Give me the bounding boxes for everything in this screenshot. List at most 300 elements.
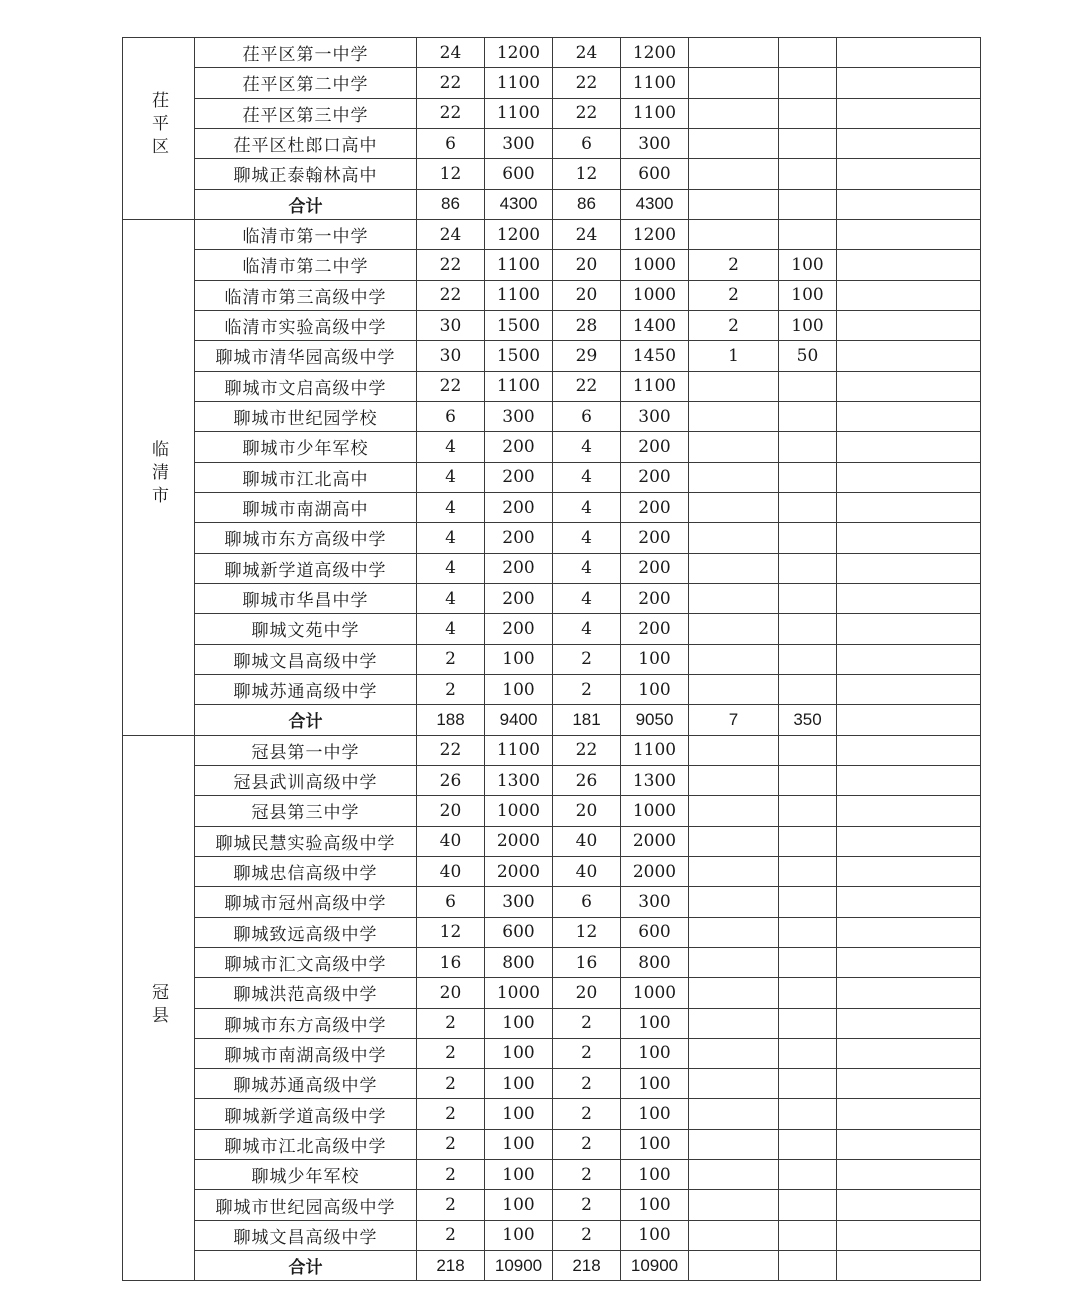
value-cell-c2: 1500: [485, 341, 553, 371]
total-value-c4: 10900: [621, 1251, 689, 1281]
value-cell-c4: 600: [621, 159, 689, 189]
value-cell-c3: 22: [553, 68, 621, 98]
school-name-cell: 聊城市世纪园学校: [195, 401, 417, 431]
remarks-cell: [837, 219, 981, 249]
table-row: [123, 371, 981, 401]
table-row: [123, 947, 981, 977]
value-cell-c6: [779, 1099, 837, 1129]
value-cell-c5: [689, 128, 779, 158]
value-cell-c1: 2: [417, 674, 485, 704]
remarks-cell: [837, 1220, 981, 1250]
remarks-cell: [837, 462, 981, 492]
table-row: [123, 887, 981, 917]
total-value-c2: 4300: [485, 189, 553, 219]
table-row: [123, 856, 981, 886]
value-cell-c1: 2: [417, 1069, 485, 1099]
value-cell-c1: 4: [417, 553, 485, 583]
school-name-cell: 聊城新学道高级中学: [195, 1099, 417, 1129]
value-cell-c5: [689, 1099, 779, 1129]
value-cell-c1: 2: [417, 1220, 485, 1250]
value-cell-c4: 100: [621, 644, 689, 674]
remarks-cell: [837, 1190, 981, 1220]
value-cell-c2: 100: [485, 1008, 553, 1038]
value-cell-c5: [689, 887, 779, 917]
value-cell-c2: 300: [485, 887, 553, 917]
total-value-c3: 181: [553, 705, 621, 735]
value-cell-c6: [779, 1008, 837, 1038]
value-cell-c4: 1200: [621, 38, 689, 68]
remarks-cell: [837, 280, 981, 310]
value-cell-c4: 100: [621, 1129, 689, 1159]
value-cell-c6: [779, 523, 837, 553]
value-cell-c4: 300: [621, 887, 689, 917]
value-cell-c1: 24: [417, 38, 485, 68]
value-cell-c3: 22: [553, 98, 621, 128]
value-cell-c4: 2000: [621, 826, 689, 856]
value-cell-c3: 12: [553, 159, 621, 189]
value-cell-c4: 100: [621, 1099, 689, 1129]
table-row: [123, 796, 981, 826]
school-name-cell: 临清市第一中学: [195, 219, 417, 249]
value-cell-c6: [779, 674, 837, 704]
school-name-cell: 聊城市华昌中学: [195, 583, 417, 613]
value-cell-c3: 2: [553, 1008, 621, 1038]
value-cell-c6: [779, 68, 837, 98]
value-cell-c5: 2: [689, 280, 779, 310]
value-cell-c1: 4: [417, 462, 485, 492]
table-row: [123, 1099, 981, 1129]
remarks-cell: [837, 1251, 981, 1281]
remarks-cell: [837, 978, 981, 1008]
table-row: [123, 401, 981, 431]
value-cell-c1: 22: [417, 280, 485, 310]
school-name-cell: 聊城市世纪园高级中学: [195, 1190, 417, 1220]
remarks-cell: [837, 68, 981, 98]
value-cell-c5: [689, 856, 779, 886]
total-value-c4: 9050: [621, 705, 689, 735]
value-cell-c6: [779, 796, 837, 826]
value-cell-c3: 16: [553, 947, 621, 977]
remarks-cell: [837, 38, 981, 68]
value-cell-c3: 4: [553, 523, 621, 553]
value-cell-c4: 1100: [621, 735, 689, 765]
value-cell-c2: 200: [485, 492, 553, 522]
table-row: [123, 219, 981, 249]
value-cell-c5: [689, 98, 779, 128]
value-cell-c4: 1450: [621, 341, 689, 371]
value-cell-c6: [779, 432, 837, 462]
value-cell-c5: [689, 674, 779, 704]
table-row: [123, 826, 981, 856]
value-cell-c6: [779, 917, 837, 947]
value-cell-c5: [689, 644, 779, 674]
value-cell-c5: [689, 159, 779, 189]
value-cell-c2: 100: [485, 1038, 553, 1068]
value-cell-c3: 6: [553, 401, 621, 431]
value-cell-c1: 2: [417, 1008, 485, 1038]
value-cell-c5: [689, 1008, 779, 1038]
value-cell-c3: 12: [553, 917, 621, 947]
remarks-cell: [837, 553, 981, 583]
value-cell-c2: 1500: [485, 310, 553, 340]
table-row: [123, 1190, 981, 1220]
school-name-cell: 聊城市冠州高级中学: [195, 887, 417, 917]
total-value-c5: [689, 1251, 779, 1281]
remarks-cell: [837, 1129, 981, 1159]
table-row: [123, 38, 981, 68]
value-cell-c5: 2: [689, 250, 779, 280]
value-cell-c5: [689, 68, 779, 98]
total-value-c6: 350: [779, 705, 837, 735]
school-name-cell: 临清市第三高级中学: [195, 280, 417, 310]
value-cell-c3: 2: [553, 1099, 621, 1129]
school-name-cell: 冠县武训高级中学: [195, 765, 417, 795]
value-cell-c2: 100: [485, 1099, 553, 1129]
table-row: [123, 68, 981, 98]
value-cell-c1: 40: [417, 826, 485, 856]
value-cell-c4: 1000: [621, 796, 689, 826]
value-cell-c1: 20: [417, 978, 485, 1008]
remarks-cell: [837, 856, 981, 886]
value-cell-c2: 1100: [485, 98, 553, 128]
value-cell-c6: [779, 128, 837, 158]
value-cell-c2: 1100: [485, 280, 553, 310]
value-cell-c2: 300: [485, 401, 553, 431]
total-value-c2: 9400: [485, 705, 553, 735]
value-cell-c4: 2000: [621, 856, 689, 886]
value-cell-c6: [779, 553, 837, 583]
value-cell-c1: 4: [417, 492, 485, 522]
value-cell-c3: 28: [553, 310, 621, 340]
remarks-cell: [837, 614, 981, 644]
table-row: [123, 644, 981, 674]
school-name-cell: 聊城新学道高级中学: [195, 553, 417, 583]
value-cell-c1: 22: [417, 735, 485, 765]
remarks-cell: [837, 250, 981, 280]
value-cell-c1: 4: [417, 583, 485, 613]
school-name-cell: 聊城市文启高级中学: [195, 371, 417, 401]
value-cell-c4: 1000: [621, 978, 689, 1008]
value-cell-c6: [779, 38, 837, 68]
value-cell-c1: 22: [417, 250, 485, 280]
table-row: [123, 1008, 981, 1038]
value-cell-c5: [689, 371, 779, 401]
school-name-cell: 聊城民慧实验高级中学: [195, 826, 417, 856]
value-cell-c5: [689, 219, 779, 249]
school-name-cell: 聊城文苑中学: [195, 614, 417, 644]
value-cell-c1: 40: [417, 856, 485, 886]
value-cell-c2: 300: [485, 128, 553, 158]
district-label: 临清市: [148, 440, 168, 510]
value-cell-c3: 4: [553, 462, 621, 492]
value-cell-c3: 20: [553, 796, 621, 826]
total-label: 合计: [195, 189, 417, 219]
value-cell-c6: 50: [779, 341, 837, 371]
value-cell-c5: [689, 826, 779, 856]
value-cell-c4: 300: [621, 401, 689, 431]
remarks-cell: [837, 310, 981, 340]
value-cell-c4: 100: [621, 1220, 689, 1250]
value-cell-c3: 26: [553, 765, 621, 795]
value-cell-c1: 30: [417, 310, 485, 340]
value-cell-c3: 22: [553, 371, 621, 401]
value-cell-c6: [779, 887, 837, 917]
value-cell-c2: 1000: [485, 796, 553, 826]
total-value-c4: 4300: [621, 189, 689, 219]
value-cell-c3: 2: [553, 1160, 621, 1190]
value-cell-c2: 100: [485, 1160, 553, 1190]
value-cell-c5: [689, 765, 779, 795]
value-cell-c6: [779, 219, 837, 249]
table-row: [123, 674, 981, 704]
remarks-cell: [837, 765, 981, 795]
remarks-cell: [837, 1099, 981, 1129]
table-row: [123, 250, 981, 280]
value-cell-c1: 4: [417, 614, 485, 644]
table-row: [123, 614, 981, 644]
value-cell-c5: [689, 917, 779, 947]
table-row: [123, 1160, 981, 1190]
school-name-cell: 聊城致远高级中学: [195, 917, 417, 947]
value-cell-c2: 100: [485, 674, 553, 704]
value-cell-c5: [689, 614, 779, 644]
total-value-c6: [779, 1251, 837, 1281]
value-cell-c5: [689, 553, 779, 583]
remarks-cell: [837, 98, 981, 128]
value-cell-c6: [779, 159, 837, 189]
value-cell-c3: 6: [553, 887, 621, 917]
remarks-cell: [837, 705, 981, 735]
value-cell-c5: [689, 1129, 779, 1159]
school-name-cell: 聊城市东方高级中学: [195, 523, 417, 553]
value-cell-c6: [779, 1160, 837, 1190]
value-cell-c4: 100: [621, 674, 689, 704]
total-value-c3: 86: [553, 189, 621, 219]
value-cell-c3: 4: [553, 432, 621, 462]
value-cell-c4: 600: [621, 917, 689, 947]
school-name-cell: 聊城文昌高级中学: [195, 644, 417, 674]
school-name-cell: 茌平区杜郎口高中: [195, 128, 417, 158]
value-cell-c6: [779, 1038, 837, 1068]
table-row: [123, 1220, 981, 1250]
table-row: [123, 128, 981, 158]
remarks-cell: [837, 735, 981, 765]
total-value-c6: [779, 189, 837, 219]
value-cell-c5: [689, 523, 779, 553]
value-cell-c4: 200: [621, 614, 689, 644]
value-cell-c6: [779, 735, 837, 765]
value-cell-c6: [779, 462, 837, 492]
remarks-cell: [837, 826, 981, 856]
value-cell-c4: 200: [621, 462, 689, 492]
value-cell-c5: [689, 947, 779, 977]
value-cell-c1: 4: [417, 432, 485, 462]
total-value-c1: 218: [417, 1251, 485, 1281]
value-cell-c5: [689, 1190, 779, 1220]
value-cell-c2: 1200: [485, 38, 553, 68]
value-cell-c6: 100: [779, 250, 837, 280]
table-row: [123, 432, 981, 462]
total-value-c3: 218: [553, 1251, 621, 1281]
remarks-cell: [837, 189, 981, 219]
remarks-cell: [837, 1038, 981, 1068]
school-name-cell: 聊城市江北高级中学: [195, 1129, 417, 1159]
school-name-cell: 茌平区第二中学: [195, 68, 417, 98]
value-cell-c5: [689, 1069, 779, 1099]
school-name-cell: 聊城文昌高级中学: [195, 1220, 417, 1250]
value-cell-c2: 600: [485, 917, 553, 947]
value-cell-c6: [779, 401, 837, 431]
value-cell-c3: 4: [553, 583, 621, 613]
value-cell-c5: [689, 583, 779, 613]
remarks-cell: [837, 341, 981, 371]
value-cell-c4: 800: [621, 947, 689, 977]
value-cell-c1: 2: [417, 1099, 485, 1129]
value-cell-c5: [689, 401, 779, 431]
value-cell-c4: 100: [621, 1069, 689, 1099]
value-cell-c2: 200: [485, 583, 553, 613]
table-row: [123, 462, 981, 492]
school-name-cell: 茌平区第一中学: [195, 38, 417, 68]
value-cell-c4: 1400: [621, 310, 689, 340]
value-cell-c3: 2: [553, 1038, 621, 1068]
remarks-cell: [837, 796, 981, 826]
value-cell-c3: 4: [553, 492, 621, 522]
value-cell-c5: 1: [689, 341, 779, 371]
value-cell-c3: 6: [553, 128, 621, 158]
value-cell-c2: 200: [485, 523, 553, 553]
value-cell-c5: [689, 492, 779, 522]
total-row: [123, 1251, 981, 1281]
value-cell-c2: 1100: [485, 735, 553, 765]
table-row: [123, 523, 981, 553]
value-cell-c6: [779, 583, 837, 613]
school-name-cell: 聊城市少年军校: [195, 432, 417, 462]
value-cell-c4: 1000: [621, 250, 689, 280]
value-cell-c5: [689, 978, 779, 1008]
school-name-cell: 聊城洪范高级中学: [195, 978, 417, 1008]
total-value-c5: [689, 189, 779, 219]
value-cell-c1: 22: [417, 68, 485, 98]
value-cell-c6: 100: [779, 310, 837, 340]
value-cell-c2: 200: [485, 614, 553, 644]
value-cell-c5: [689, 432, 779, 462]
value-cell-c2: 100: [485, 1190, 553, 1220]
school-name-cell: 聊城市东方高级中学: [195, 1008, 417, 1038]
school-name-cell: 聊城市南湖高级中学: [195, 1038, 417, 1068]
remarks-cell: [837, 371, 981, 401]
value-cell-c6: [779, 1220, 837, 1250]
value-cell-c3: 2: [553, 674, 621, 704]
value-cell-c2: 1200: [485, 219, 553, 249]
remarks-cell: [837, 159, 981, 189]
value-cell-c1: 20: [417, 796, 485, 826]
school-name-cell: 冠县第三中学: [195, 796, 417, 826]
value-cell-c2: 800: [485, 947, 553, 977]
value-cell-c1: 2: [417, 644, 485, 674]
value-cell-c4: 100: [621, 1160, 689, 1190]
value-cell-c1: 26: [417, 765, 485, 795]
total-label: 合计: [195, 705, 417, 735]
value-cell-c3: 4: [553, 553, 621, 583]
value-cell-c6: [779, 856, 837, 886]
table-row: [123, 492, 981, 522]
total-value-c2: 10900: [485, 1251, 553, 1281]
remarks-cell: [837, 947, 981, 977]
enrollment-table: [122, 37, 981, 1281]
value-cell-c6: [779, 644, 837, 674]
value-cell-c4: 200: [621, 432, 689, 462]
value-cell-c2: 100: [485, 644, 553, 674]
value-cell-c6: [779, 614, 837, 644]
value-cell-c2: 1000: [485, 978, 553, 1008]
school-name-cell: 聊城苏通高级中学: [195, 1069, 417, 1099]
district-cell: [123, 38, 195, 220]
table-row: [123, 735, 981, 765]
value-cell-c2: 600: [485, 159, 553, 189]
value-cell-c6: [779, 1190, 837, 1220]
table-row: [123, 978, 981, 1008]
value-cell-c3: 40: [553, 856, 621, 886]
remarks-cell: [837, 401, 981, 431]
value-cell-c5: [689, 1160, 779, 1190]
remarks-cell: [837, 644, 981, 674]
value-cell-c3: 2: [553, 1190, 621, 1220]
value-cell-c1: 6: [417, 887, 485, 917]
value-cell-c3: 2: [553, 1220, 621, 1250]
value-cell-c2: 2000: [485, 856, 553, 886]
table-row: [123, 159, 981, 189]
value-cell-c3: 2: [553, 1129, 621, 1159]
value-cell-c6: [779, 371, 837, 401]
table-row: [123, 280, 981, 310]
value-cell-c5: [689, 796, 779, 826]
value-cell-c3: 4: [553, 614, 621, 644]
value-cell-c2: 1100: [485, 371, 553, 401]
value-cell-c6: [779, 765, 837, 795]
value-cell-c4: 300: [621, 128, 689, 158]
value-cell-c3: 24: [553, 219, 621, 249]
value-cell-c5: [689, 735, 779, 765]
school-name-cell: 茌平区第三中学: [195, 98, 417, 128]
value-cell-c4: 100: [621, 1190, 689, 1220]
remarks-cell: [837, 128, 981, 158]
value-cell-c3: 2: [553, 644, 621, 674]
remarks-cell: [837, 1160, 981, 1190]
school-name-cell: 聊城市汇文高级中学: [195, 947, 417, 977]
table-row: [123, 98, 981, 128]
school-name-cell: 聊城忠信高级中学: [195, 856, 417, 886]
table-row: [123, 341, 981, 371]
value-cell-c1: 12: [417, 917, 485, 947]
total-label: 合计: [195, 1251, 417, 1281]
value-cell-c3: 20: [553, 978, 621, 1008]
table-row: [123, 1038, 981, 1068]
table-row: [123, 917, 981, 947]
value-cell-c3: 20: [553, 280, 621, 310]
value-cell-c2: 200: [485, 462, 553, 492]
school-name-cell: 临清市第二中学: [195, 250, 417, 280]
value-cell-c2: 200: [485, 432, 553, 462]
remarks-cell: [837, 1069, 981, 1099]
value-cell-c4: 1100: [621, 98, 689, 128]
value-cell-c6: [779, 98, 837, 128]
value-cell-c6: [779, 1069, 837, 1099]
value-cell-c1: 22: [417, 98, 485, 128]
total-value-c5: 7: [689, 705, 779, 735]
district-cell: [123, 219, 195, 735]
value-cell-c1: 2: [417, 1160, 485, 1190]
